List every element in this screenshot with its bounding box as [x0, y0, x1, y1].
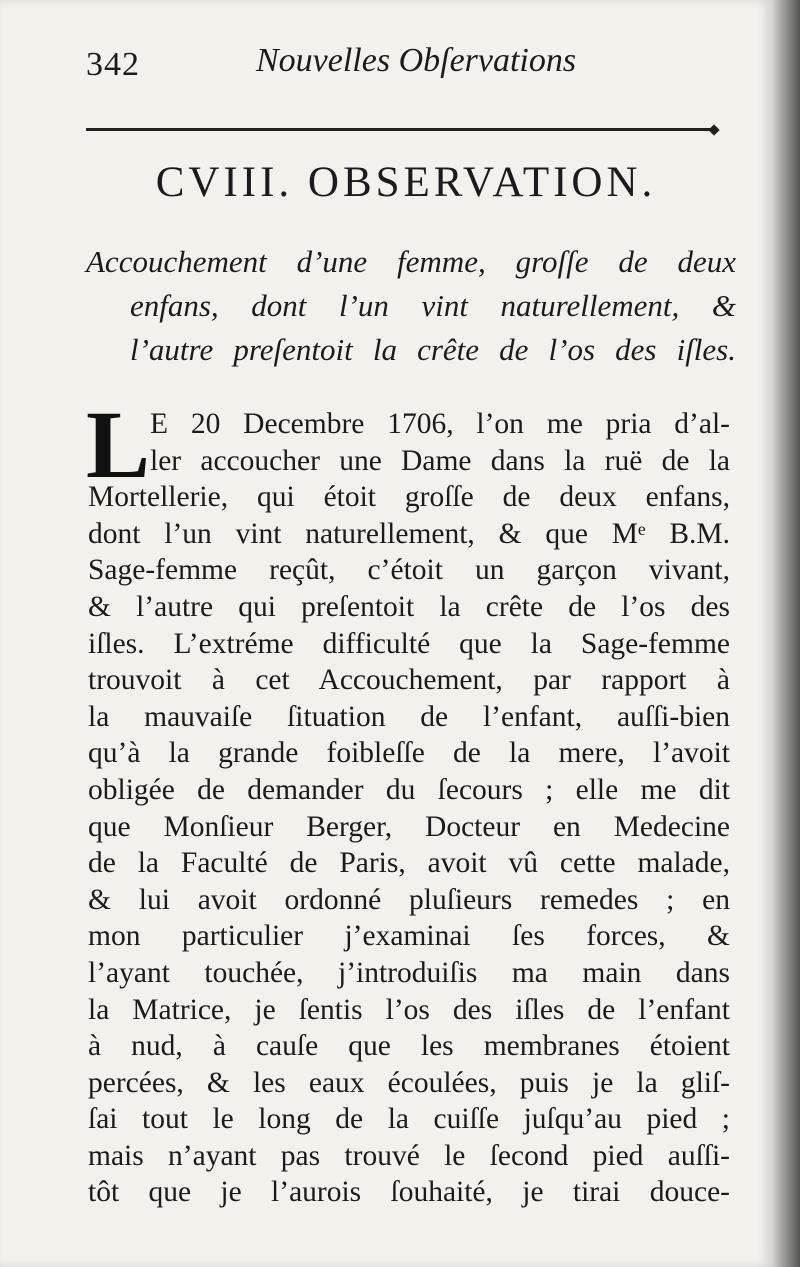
body-line: Mortellerie, qui étoit groſſe de deux enfans, [88, 481, 730, 514]
body-line: & l’autre qui preſentoit la crête de l’os des [88, 590, 730, 623]
body-line: dont l’un vint naturellement, & que Mᵉ B.M. [88, 517, 730, 550]
header-rule [86, 128, 714, 131]
body-line: de la Faculté de Paris, avoit vû cette malade, [88, 847, 730, 880]
body-line: E 20 Decembre 1706, l’on me pria d’al- [150, 408, 730, 440]
body-line: la Matrice, je ſentis l’os des iſles de l’enfant [88, 993, 730, 1026]
body-line: qu’à la grande foibleſſe de la mere, l’avoit [88, 737, 730, 770]
body-text [88, 406, 730, 1211]
body-line: trouvoit à cet Accouchement, par rapport à [88, 664, 730, 697]
book-spine [772, 0, 800, 1267]
body-line: mon particulier j’examinai ſes forces, & [88, 920, 730, 953]
subtitle-line: enfans, dont l’un vint naturellement, & [130, 288, 736, 323]
body-line: percées, & les eaux écoulées, puis je la gliſ- [88, 1066, 730, 1099]
body-line: tôt que je l’aurois ſouhaité, je tirai douce- [88, 1176, 730, 1209]
body-line: ſai tout le long de la cuiſſe juſqu’au pied ; [88, 1103, 730, 1136]
body-line: mais n’ayant pas trouvé le ſecond pied auſſi- [88, 1139, 730, 1172]
body-line: ler accoucher une Dame dans la ruë de la [150, 444, 730, 477]
body-line: obligée de demander du ſecours ; elle me dit [88, 773, 730, 806]
body-line: & lui avoit ordonné pluſieurs remedes ; en [88, 883, 730, 916]
running-head: Nouvelles Obſervations [256, 42, 577, 79]
body-line: l’ayant touchée, j’introduiſis ma main dans [88, 956, 730, 989]
page-number: 342 [86, 46, 140, 83]
subtitle-line: l’autre preſentoit la crête de l’os des iſles. [130, 332, 736, 367]
body-line: à nud, à cauſe que les membranes étoient [88, 1030, 730, 1063]
observation-subtitle [86, 240, 736, 372]
body-line: Sage-femme reçût, c’étoit un garçon vivant, [88, 554, 730, 587]
body-line: iſles. L’extréme difficulté que la Sage-femme [88, 627, 730, 660]
subtitle-line: Accouchement d’une femme, groſſe de deux [86, 244, 736, 279]
drop-cap: L [86, 391, 151, 498]
body-line: la mauvaiſe ſituation de l’enfant, auſſi-bien [88, 700, 730, 733]
page-header [86, 38, 726, 88]
observation-title: CVIII. OBSERVATION. [155, 159, 657, 206]
body-line: que Monſieur Berger, Docteur en Medecine [88, 810, 730, 843]
